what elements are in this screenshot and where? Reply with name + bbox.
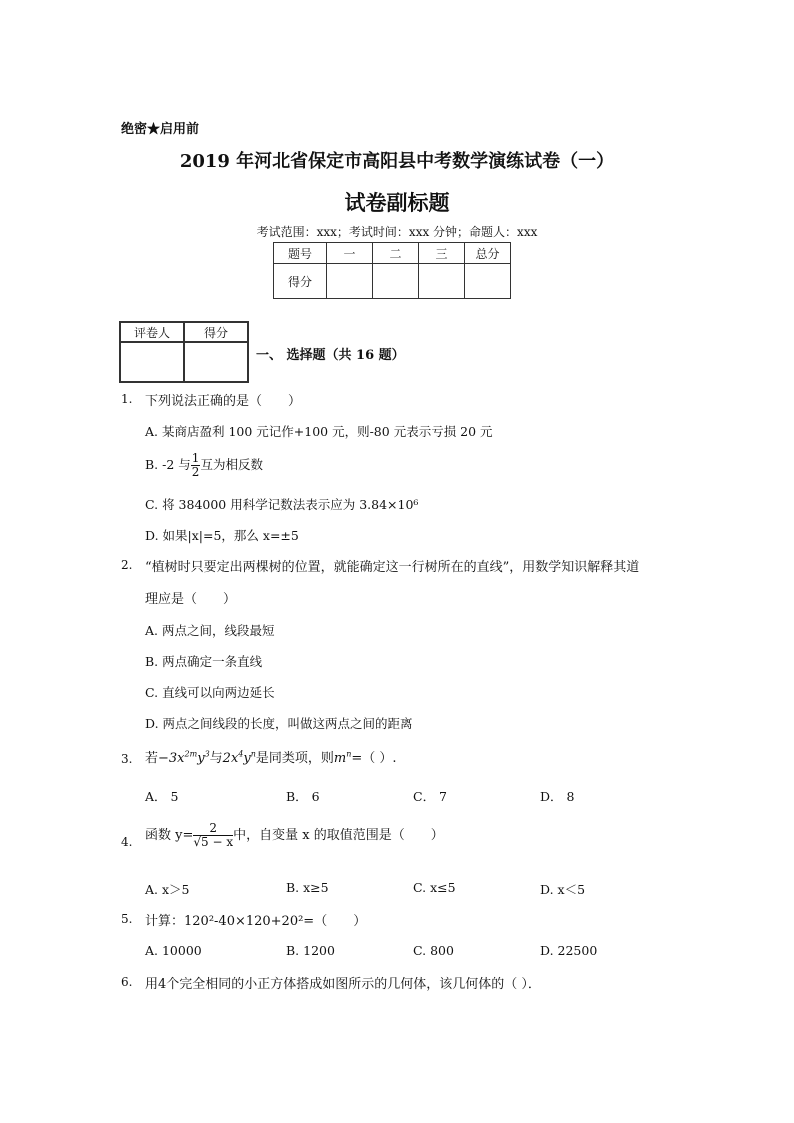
- option-b-tail: 互为相反数: [200, 457, 263, 472]
- option-b: B. 1200: [286, 943, 335, 958]
- option-d: D. 如果|x|=5，那么 x=±5: [145, 528, 299, 543]
- question-number: 6.: [121, 975, 133, 989]
- question-stem: “植树时只要定出两棵树的位置，就能确定这一行树所在的直线”，用数学知识解释其道: [145, 560, 640, 575]
- confidential-label: 绝密★启用前: [121, 122, 200, 137]
- score-row-label: 得分: [274, 264, 327, 299]
- option-b-label: B. -2 与: [145, 457, 191, 472]
- option-a: A. x＞5: [145, 882, 190, 897]
- option-b: B. x≥5: [286, 880, 329, 895]
- option-a: A. 某商店盈利 100 元记作+100 元，则-80 元表示亏损 20 元: [145, 424, 493, 439]
- fraction-denominator: √5 − x: [193, 835, 234, 849]
- option-c: C. x≤5: [413, 880, 456, 895]
- score-header-cell: 题号: [274, 243, 327, 264]
- score-header-cell: 三: [419, 243, 465, 264]
- option-a: A. 10000: [145, 943, 202, 958]
- exam-subtitle: 试卷副标题: [344, 190, 450, 215]
- option-b: B. 两点确定一条直线: [145, 654, 263, 669]
- score-table: [273, 242, 511, 299]
- fraction-denominator: 2: [191, 465, 200, 479]
- grader-header-cell: 得分: [184, 322, 248, 342]
- fraction-numerator: 2: [193, 822, 233, 836]
- fraction-numerator: 1: [191, 451, 200, 465]
- option-b: [145, 452, 263, 479]
- score-cell[interactable]: [373, 264, 419, 299]
- question-stem: [145, 822, 444, 849]
- question-stem: 若$-3x^{2m}y^3$与$2x^4y^n$是同类项，则$m^n=$（ ）.: [145, 749, 397, 766]
- stem-prefix: 函数 y=: [145, 828, 194, 843]
- option-d: D. x＜5: [540, 882, 586, 897]
- option-a: A． 5: [145, 789, 179, 804]
- option-d: D. 两点之间线段的长度，叫做这两点之间的距离: [145, 716, 413, 731]
- option-d: D. 22500: [540, 943, 598, 958]
- grader-cell[interactable]: [120, 342, 184, 382]
- score-cell[interactable]: [465, 264, 511, 299]
- stem-prefix: 若: [145, 751, 159, 766]
- question-number: 4.: [121, 835, 133, 849]
- option-c: C. 直线可以向两边延长: [145, 685, 275, 700]
- question-stem-cont: 理应是（ ）: [145, 592, 237, 607]
- question-stem: 计算：120²-40×120+20²=（ ）: [145, 914, 367, 929]
- score-table-row: [274, 264, 511, 299]
- question-number: 2.: [121, 558, 133, 572]
- exam-title: 2019 年河北省保定市高阳县中考数学演练试卷（一）: [179, 151, 615, 172]
- fraction: [191, 452, 201, 479]
- question-number: 1.: [121, 392, 133, 406]
- option-a: A. 两点之间，线段最短: [145, 623, 275, 638]
- option-c: C. 800: [413, 943, 454, 958]
- option-d: D． 8: [540, 789, 575, 804]
- question-stem: 下列说法正确的是（ ）: [145, 394, 302, 409]
- option-c: C． 7: [413, 789, 447, 804]
- question-number: 3.: [121, 752, 133, 766]
- question-number: 5.: [121, 912, 133, 926]
- section-heading: 一、 选择题（共 16 题）: [256, 348, 405, 363]
- grader-header-cell: 评卷人: [120, 322, 184, 342]
- fraction: [193, 822, 233, 849]
- grader-table: [119, 321, 249, 383]
- question-stem: 用4个完全相同的小正方体搭成如图所示的几何体，该几何体的（ ）．: [145, 977, 541, 992]
- stem-suffix: 中，自变量 x 的取值范围是（ ）: [233, 828, 444, 843]
- score-cell[interactable]: [327, 264, 373, 299]
- score-cell[interactable]: [419, 264, 465, 299]
- score-table-header-row: [274, 243, 511, 264]
- score-header-cell: 二: [373, 243, 419, 264]
- option-b: B． 6: [286, 789, 320, 804]
- option-c: C. 将 384000 用科学记数法表示应为 3.84×10⁶: [145, 497, 419, 512]
- grader-cell[interactable]: [184, 342, 248, 382]
- score-header-cell: 总分: [465, 243, 511, 264]
- exam-info: 考试范围：xxx；考试时间：xxx 分钟；命题人：xxx: [256, 225, 538, 239]
- score-header-cell: 一: [327, 243, 373, 264]
